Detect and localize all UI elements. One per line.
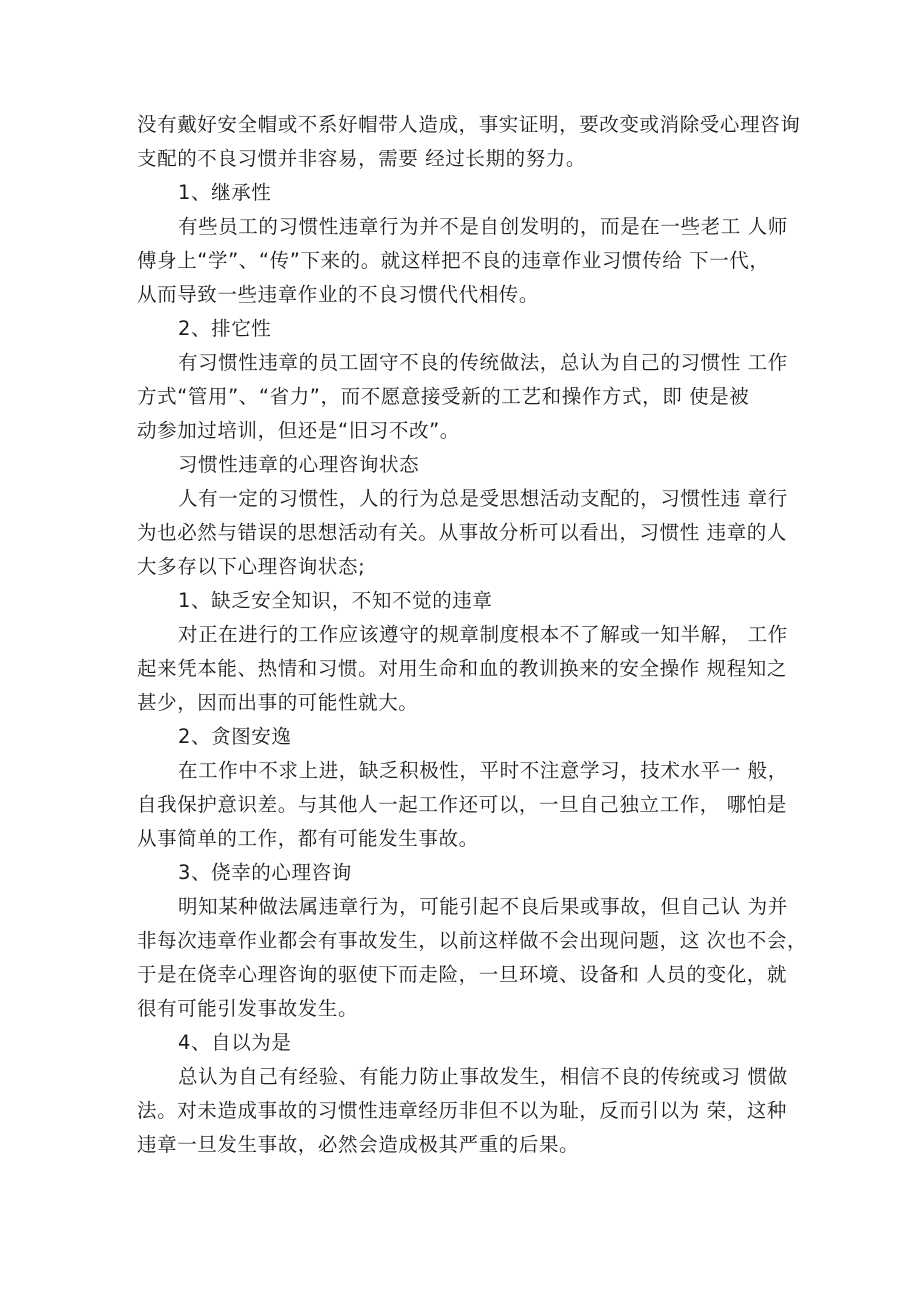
text-line: 方式“管用”、“省力”，而不愿意接受新的工艺和操作方式，即 使是被 bbox=[137, 385, 750, 408]
paragraph-first-line: 明知某种做法属违章行为，可能引起不良后果或事故，但自己认 为并 bbox=[178, 895, 788, 918]
text-line: 甚少，因而出事的可能性就大。 bbox=[137, 691, 419, 714]
text-line: 起来凭本能、热情和习惯。对用生命和血的教训换来的安全操作 规程知之 bbox=[137, 657, 787, 680]
text-line: 支配的不良习惯并非容易，需要 经过长期的努力。 bbox=[137, 147, 586, 170]
text-line: 法。对未造成事故的习惯性违章经历非但不以为耻，反而引以为 荣，这种 bbox=[137, 1099, 787, 1122]
paragraph-first-line: 有些员工的习惯性违章行为并不是自创发明的，而是在一些老工 人师 bbox=[178, 215, 788, 238]
text-line: 为也必然与错误的思想活动有关。从事故分析可以看出，习惯性 违章的人 bbox=[137, 521, 787, 544]
text-line: 大多存以下心理咨询状态; bbox=[137, 555, 366, 578]
text-line: 违章一旦发生事故，必然会造成极其严重的后果。 bbox=[137, 1133, 580, 1156]
section-heading: 4、自以为是 bbox=[178, 1031, 292, 1054]
section-heading: 2、排它性 bbox=[178, 317, 272, 340]
paragraph-first-line: 有习惯性违章的员工固守不良的传统做法，总认为自己的习惯性 工作 bbox=[178, 351, 788, 374]
text-line: 很有可能引发事故发生。 bbox=[137, 997, 359, 1020]
section-heading: 1、缺乏安全知识，不知不觉的违章 bbox=[178, 589, 493, 612]
text-line: 于是在侥幸心理咨询的驱使下而走险，一旦环境、设备和 人员的变化，就 bbox=[137, 963, 787, 986]
text-line: 自我保护意识差。与其他人一起工作还可以，一旦自己独立工作， 哪怕是 bbox=[137, 793, 787, 816]
section-heading: 1、继承性 bbox=[178, 181, 272, 204]
paragraph-first-line: 在工作中不求上进，缺乏积极性，平时不注意学习，技术水平一 般， bbox=[178, 759, 788, 782]
section-heading: 习惯性违章的心理咨询状态 bbox=[178, 453, 420, 476]
text-line: 非每次违章作业都会有事故发生，以前这样做不会出现问题，这 次也不会， bbox=[137, 929, 808, 952]
text-line: 从事简单的工作，都有可能发生事故。 bbox=[137, 827, 479, 850]
paragraph-first-line: 总认为自己有经验、有能力防止事故发生，相信不良的传统或习 惯做 bbox=[178, 1065, 788, 1088]
paragraph-first-line: 人有一定的习惯性，人的行为总是受思想活动支配的，习惯性违 章行 bbox=[178, 487, 788, 510]
text-line: 动参加过培训，但还是“旧习不改”。 bbox=[137, 419, 460, 442]
document-body bbox=[137, 108, 808, 1162]
text-line: 没有戴好安全帽或不系好帽带人造成，事实证明，要改变或消除受心理咨询 bbox=[137, 113, 801, 136]
text-line: 傅身上“学”、“传”下来的。就这样把不良的违章作业习惯传给 下一代， bbox=[137, 249, 770, 272]
section-heading: 2、贪图安逸 bbox=[178, 725, 292, 748]
section-heading: 3、侥幸的心理咨询 bbox=[178, 861, 352, 884]
text-line: 从而导致一些违章作业的不良习惯代代相传。 bbox=[137, 283, 540, 306]
paragraph-first-line: 对正在进行的工作应该遵守的规章制度根本不了解或一知半解， 工作 bbox=[178, 623, 788, 646]
